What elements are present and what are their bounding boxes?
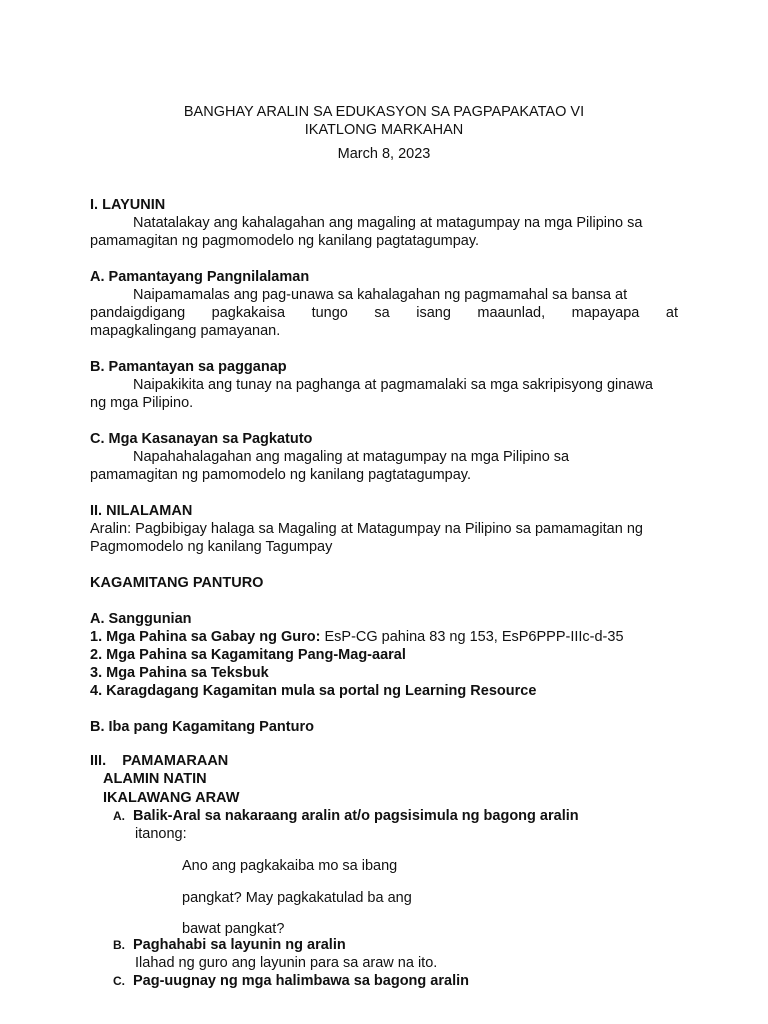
question-line-2: pangkat? May pagkakatulad ba ang [182,890,412,906]
layunin-line-1: Natatalakay ang kahalagahan ang magaling at matagumpay na mga Pilipino sa [133,215,643,231]
question-line-1: Ano ang pagkakaiba mo sa ibang [182,858,398,874]
sanggunian-item-1 [90,628,624,646]
nilalaman-heading: II. NILALAMAN [90,503,193,519]
nilalaman-line-2: Pagmomodelo ng kanilang Tagumpay [90,539,333,555]
pamantayang-pangnilalaman-heading: A. Pamantayang Pangnilalaman [90,269,310,285]
ikalawang-araw-heading: IKALAWANG ARAW [103,790,240,806]
lesson-date: March 8, 2023 [337,146,431,162]
step-a-marker: A. [113,809,125,823]
step-a-instruction: itanong: [135,826,187,842]
pamantayan-sa-pagganap-line-1: Naipakikita ang tunay na paghanga at pagmamalaki sa mga sakripisyong ginawa [133,377,653,393]
sanggunian-heading: A. Sanggunian [90,611,192,627]
kasanayan-line-1: Napahahalagahan ang magaling at matagumpay na mga Pilipino sa [133,449,570,465]
sanggunian-item-1-label: 1. Mga Pahina sa Gabay ng Guro: [90,629,321,645]
pamantayang-pangnilalaman-line-2: pandaigdigang pagkakaisa tungo sa isang maaunlad, mapayapa at [90,305,678,321]
pamantayan-sa-pagganap-heading: B. Pamantayan sa pagganap [90,359,287,375]
alamin-natin-heading: ALAMIN NATIN [103,771,207,787]
pamantayan-sa-pagganap-line-2: ng mga Pilipino. [90,395,194,411]
quarter-subtitle: IKATLONG MARKAHAN [304,122,464,138]
step-b-title: Paghahabi sa layunin ng aralin [133,937,346,953]
sanggunian-item-4: 4. Karagdagang Kagamitan mula sa portal ng Learning Resource [90,683,537,699]
kasanayan-heading: C. Mga Kasanayan sa Pagkatuto [90,431,313,447]
step-c-marker: C. [113,974,125,988]
pamantayang-pangnilalaman-line-3: mapagkalingang pamayanan. [90,323,281,339]
sanggunian-item-1-value: EsP-CG pahina 83 ng 153, EsP6PPP-IIIc-d-35 [320,629,624,645]
step-a-title: Balik-Aral sa nakaraang aralin at/o pagsisimula ng bagong aralin [133,808,579,824]
nilalaman-line-1: Aralin: Pagbibigay halaga sa Magaling at Matagumpay na Pilipino sa pamamagitan ng [90,521,643,537]
kagamitan-heading: KAGAMITANG PANTURO [90,575,264,591]
step-b [113,936,346,954]
kasanayan-line-2: pamamagitan ng pamomodelo ng kanilang pagtatagumpay. [90,467,472,483]
iba-pang-kagamitan-heading: B. Iba pang Kagamitang Panturo [90,719,314,735]
step-c [113,972,469,990]
step-a [113,807,579,825]
layunin-line-2: pamamagitan ng pagmomodelo ng kanilang pagtatagumpay. [90,233,480,249]
layunin-heading: I. LAYUNIN [90,197,166,213]
document-title: BANGHAY ARALIN SA EDUKASYON SA PAGPAPAKATAO VI [183,104,585,120]
sanggunian-item-2: 2. Mga Pahina sa Kagamitang Pang-Mag-aaral [90,647,406,663]
pamantayang-pangnilalaman-line-1: Naipamamalas ang pag-unawa sa kahalagahan ng pagmamahal sa bansa at [133,287,628,303]
step-c-title: Pag-uugnay ng mga halimbawa sa bagong aralin [133,973,469,989]
step-b-marker: B. [113,938,125,952]
sanggunian-item-3: 3. Mga Pahina sa Teksbuk [90,665,269,681]
step-b-instruction: Ilahad ng guro ang layunin para sa araw na ito. [135,955,438,971]
pamamaraan-heading: III. PAMAMARAAN [90,753,229,769]
question-line-3: bawat pangkat? [182,921,285,937]
